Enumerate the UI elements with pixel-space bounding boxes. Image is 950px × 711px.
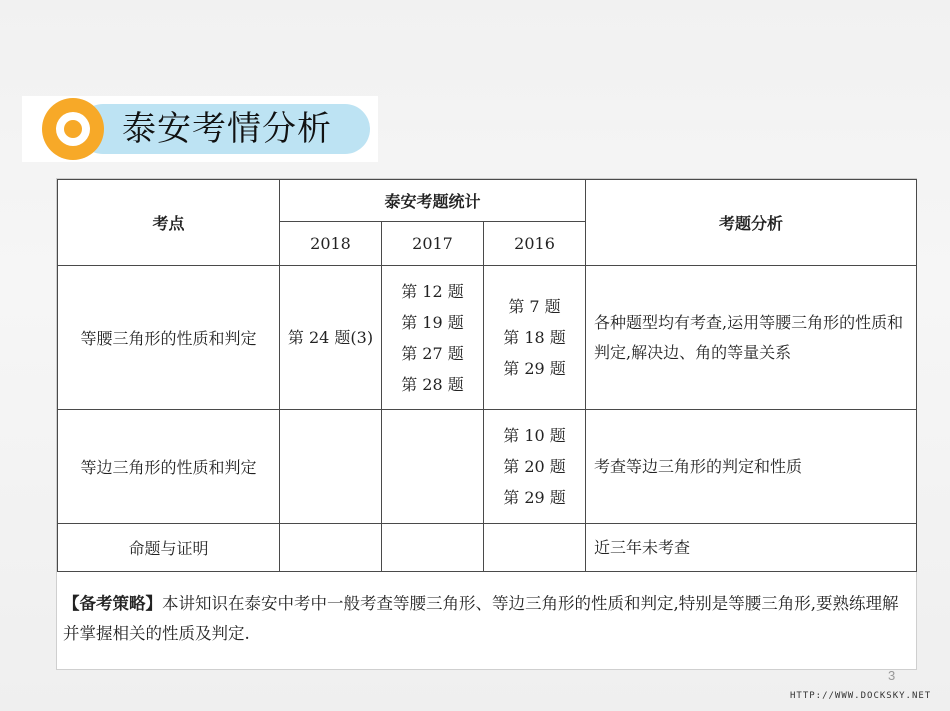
- cell-2017: [382, 410, 484, 524]
- question-ref: 第 28 题: [401, 374, 464, 394]
- header-year-2018: 2018: [280, 222, 382, 266]
- cell-2018: [280, 524, 382, 572]
- cell-2017: [382, 524, 484, 572]
- row-topic: 等边三角形的性质和判定: [58, 410, 280, 524]
- header-topic: 考点: [58, 180, 280, 266]
- cell-2018: [280, 410, 382, 524]
- question-ref: 第 29 题: [503, 359, 566, 378]
- watermark-url: HTTP://WWW.DOCKSKY.NET: [790, 691, 932, 701]
- row-topic: 命题与证明: [58, 524, 280, 572]
- cell-2017: [382, 266, 484, 410]
- row-topic: 等腰三角形的性质和判定: [58, 266, 280, 410]
- question-ref: 第 27 题: [401, 343, 464, 363]
- table-row: [58, 410, 917, 524]
- question-ref: 第 24 题(3): [287, 328, 374, 347]
- question-ref: 第 18 题: [503, 328, 566, 347]
- row-analysis: 考查等边三角形的判定和性质: [586, 410, 917, 524]
- section-title-banner: [22, 96, 378, 162]
- page-number: 3: [888, 668, 896, 683]
- question-ref: 第 19 题: [401, 312, 464, 332]
- header-year-2017: 2017: [382, 222, 484, 266]
- cell-2016: [484, 266, 586, 410]
- question-ref: 第 12 题: [401, 281, 464, 301]
- exam-analysis-table: [57, 179, 917, 572]
- question-ref: 第 20 题: [503, 457, 566, 476]
- question-ref: 第 7 题: [508, 297, 561, 316]
- study-strategy: [63, 589, 908, 649]
- cell-2016: [484, 410, 586, 524]
- cell-2016: [484, 524, 586, 572]
- strategy-text: 本讲知识在泰安中考中一般考查等腰三角形、等边三角形的性质和判定,特别是等腰三角形,要熟练理解并掌握相关的性质及判定.: [63, 594, 899, 643]
- row-analysis: 各种题型均有考查,运用等腰三角形的性质和判定,解决边、角的等量关系: [586, 266, 917, 410]
- strategy-label: 【备考策略】: [63, 594, 162, 613]
- analysis-card: [56, 178, 917, 670]
- table-row: [58, 524, 917, 572]
- target-circle-icon: [42, 98, 104, 160]
- header-stats: 泰安考题统计: [280, 180, 586, 222]
- section-title: 泰安考情分析: [122, 109, 332, 149]
- table-header-row: [58, 180, 917, 222]
- header-analysis: 考题分析: [586, 180, 917, 266]
- cell-2018: [280, 266, 382, 410]
- header-year-2016: 2016: [484, 222, 586, 266]
- row-analysis: 近三年未考查: [586, 524, 917, 572]
- table-row: [58, 266, 917, 410]
- question-ref: 第 10 题: [503, 426, 566, 445]
- question-ref: 第 29 题: [503, 488, 566, 507]
